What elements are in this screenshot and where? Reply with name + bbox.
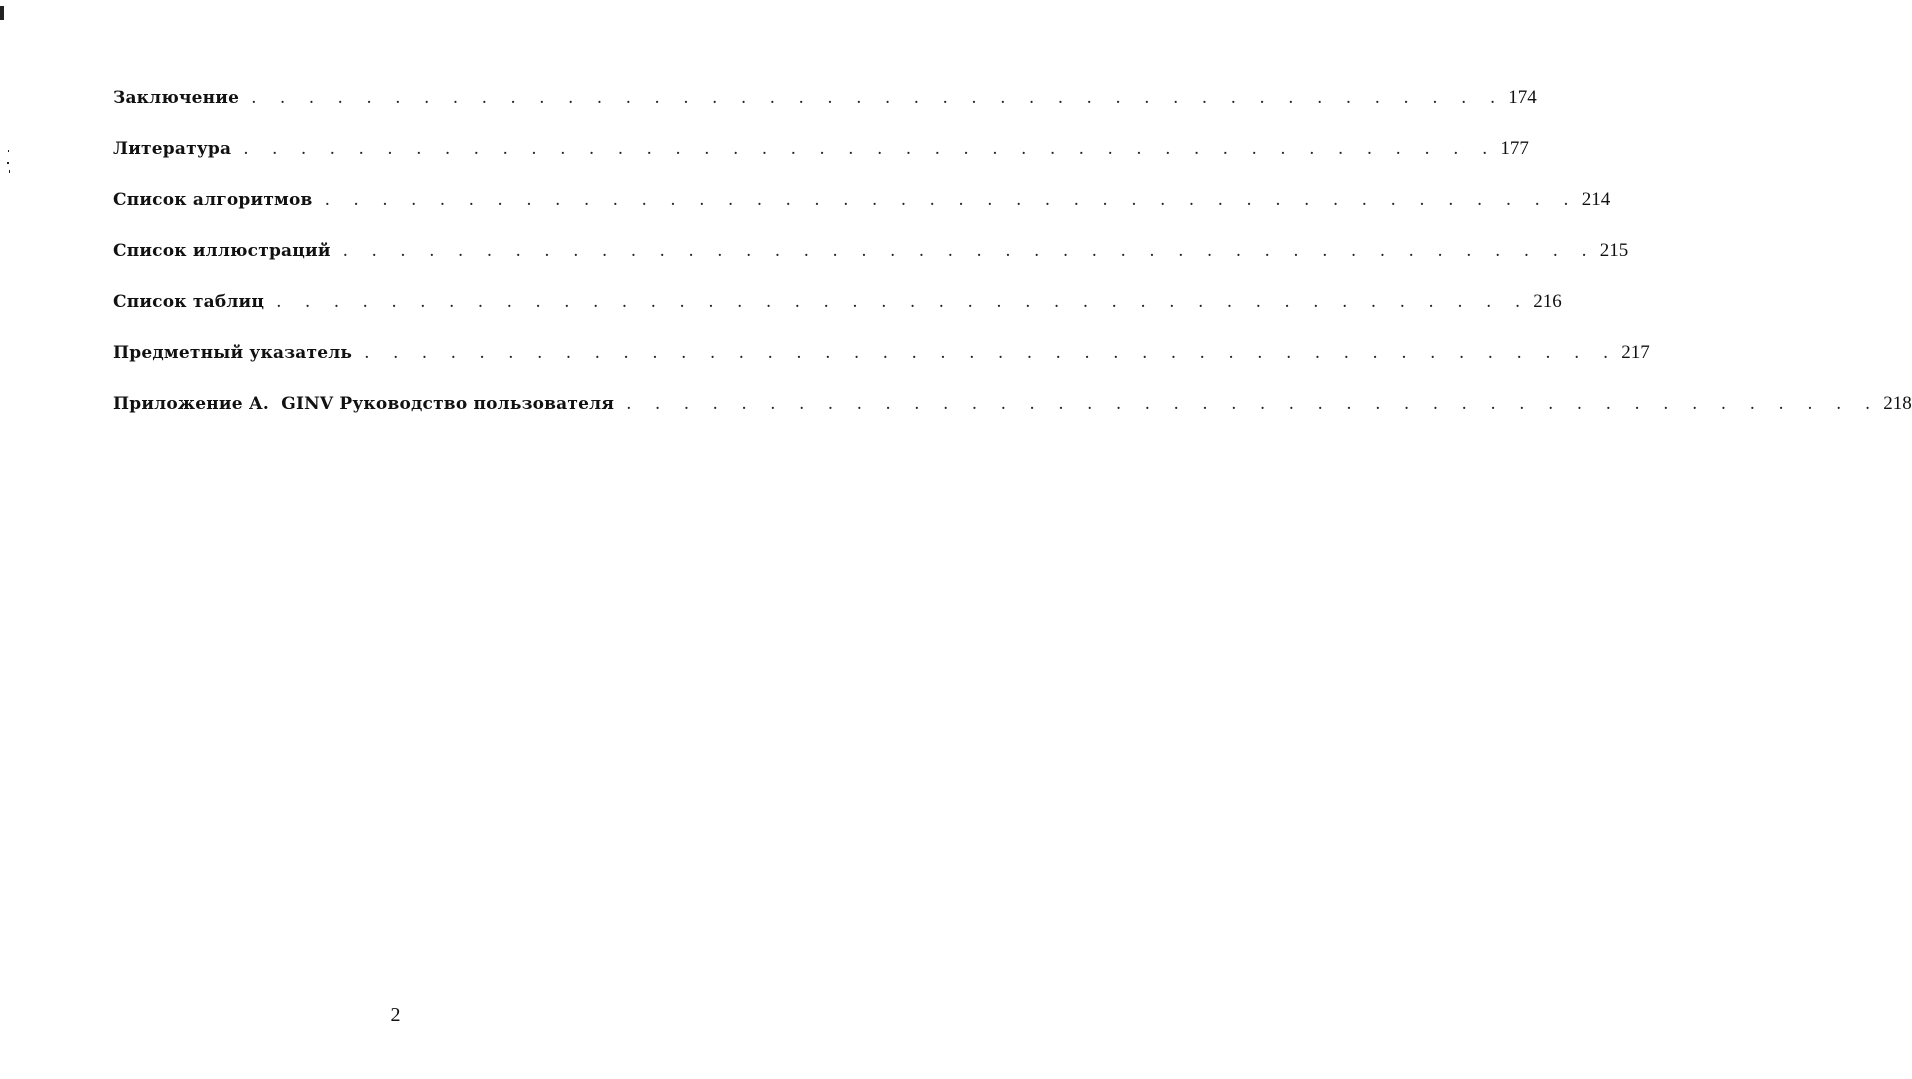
toc-entry-page: 218	[1883, 393, 1912, 414]
page-number: 2	[390, 1004, 401, 1026]
scan-artifact	[7, 162, 9, 164]
toc-entry-title: Заключение	[113, 88, 240, 108]
toc-leader: . . . . . . . . . . . . . . . . . . . . . . . . . . . . . . . . . . . . . . . . . . . .	[243, 139, 1497, 159]
toc-leader: . . . . . . . . . . . . . . . . . . . . . . . . . . . . . . . . . . . . . . . . . . . .	[276, 292, 1530, 312]
toc-leader: . . . . . . . . . . . . . . . . . . . . . . . . . . . . . . . . . . . . . . . . . . . .	[251, 88, 1505, 108]
toc-leader: . . . . . . . . . . . . . . . . . . . . . . . . . . . . . . . . . . . . . . . . . . . .	[342, 241, 1596, 261]
toc-entry[interactable]	[113, 288, 1562, 339]
scan-artifact	[0, 6, 4, 20]
toc-entry-page: 177	[1500, 138, 1529, 159]
toc-entry-page: 217	[1621, 342, 1650, 363]
toc-entry[interactable]	[113, 135, 1529, 186]
toc-entry[interactable]	[113, 390, 1912, 441]
toc-entry[interactable]	[113, 186, 1611, 237]
toc-entry-title: Литература	[113, 139, 232, 159]
toc-entry-title: Список иллюстраций	[113, 241, 331, 261]
toc-entry-title: Список алгоритмов	[113, 190, 313, 210]
toc-entry-page: 174	[1508, 87, 1537, 108]
toc-leader: . . . . . . . . . . . . . . . . . . . . . . . . . . . . . . . . . . . . . . . . . . . .	[324, 190, 1578, 210]
toc-entry-page: 216	[1533, 291, 1562, 312]
toc-entry-page: 215	[1599, 240, 1629, 261]
toc-leader: . . . . . . . . . . . . . . . . . . . . . . . . . . . . . . . . . . . . . . . . . . . .	[626, 394, 1880, 414]
toc-entry[interactable]	[113, 339, 1650, 390]
toc-entry-page: 214	[1581, 189, 1611, 210]
toc-entry[interactable]	[113, 237, 1629, 288]
scan-artifact	[8, 150, 9, 152]
toc-entry-title: Предметный указатель	[113, 343, 353, 363]
toc-entry[interactable]	[113, 84, 1537, 135]
scan-artifact	[9, 170, 10, 173]
toc-entry-title: Приложение А. GINV Руководство пользователя	[113, 394, 615, 414]
table-of-contents	[113, 84, 1912, 441]
toc-entry-title: Список таблиц	[113, 292, 265, 312]
toc-leader: . . . . . . . . . . . . . . . . . . . . . . . . . . . . . . . . . . . . . . . . . . . .	[364, 343, 1618, 363]
